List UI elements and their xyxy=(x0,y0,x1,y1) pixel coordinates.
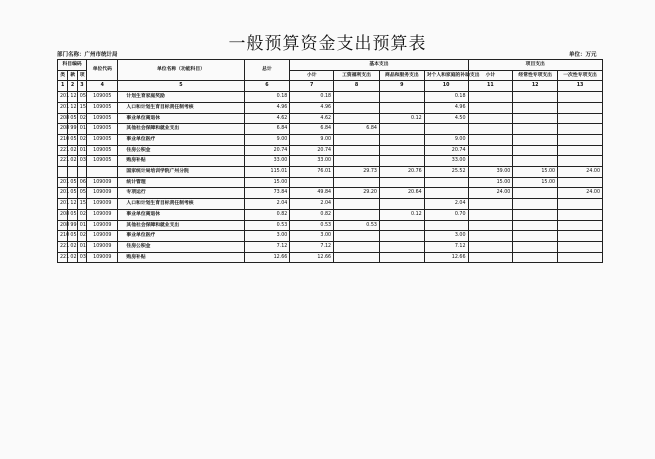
cell-goods xyxy=(379,145,424,156)
cell-recurring-special xyxy=(513,92,558,103)
cell-xiang: 05 xyxy=(77,188,86,199)
cell-total: 33.00 xyxy=(244,156,290,167)
cell-family-subsidy: 4.50 xyxy=(424,113,468,124)
cell-lei: 208 xyxy=(58,209,68,220)
table-row xyxy=(58,199,603,210)
cell-lei xyxy=(58,167,68,178)
header-family-subsidy: 对个人和家庭的补助支出 xyxy=(424,70,468,81)
cell-family-subsidy: 0.70 xyxy=(424,209,468,220)
cell-unit-code: 109009 xyxy=(87,241,118,252)
table-row xyxy=(58,156,603,167)
col-number: 12 xyxy=(513,81,558,92)
cell-wages xyxy=(334,134,380,145)
cell-basic-subtotal: 4.62 xyxy=(290,113,334,124)
cell-unit-code: 109005 xyxy=(87,156,118,167)
header-subject-code: 科目编码 xyxy=(58,60,87,71)
cell-basic-subtotal: 33.00 xyxy=(290,156,334,167)
cell-project-subtotal xyxy=(468,252,513,263)
cell-onetime-special xyxy=(558,134,603,145)
cell-unit-name: 国家统计局培训学院广州分院 xyxy=(118,167,244,178)
cell-recurring-special xyxy=(513,145,558,156)
cell-basic-subtotal: 4.96 xyxy=(290,102,334,113)
cell-kuan: 05 xyxy=(68,113,77,124)
cell-unit-name: 其他社会保障和就业支出 xyxy=(118,124,244,135)
cell-lei: 210 xyxy=(58,231,68,242)
department-label: 部门名称：广州市统计局 xyxy=(57,52,118,58)
cell-family-subsidy: 9.00 xyxy=(424,134,468,145)
cell-basic-subtotal: 2.04 xyxy=(290,199,334,210)
col-number: 10 xyxy=(424,81,468,92)
cell-recurring-special: 15.00 xyxy=(513,177,558,188)
cell-total: 20.74 xyxy=(244,145,290,156)
cell-recurring-special xyxy=(513,113,558,124)
cell-goods xyxy=(379,134,424,145)
cell-unit-name: 事业单位离退休 xyxy=(118,209,244,220)
table-row xyxy=(58,92,603,103)
cell-onetime-special xyxy=(558,231,603,242)
cell-goods xyxy=(379,102,424,113)
cell-wages: 0.53 xyxy=(334,220,380,231)
cell-recurring-special xyxy=(513,188,558,199)
cell-unit-code: 109009 xyxy=(87,252,118,263)
cell-project-subtotal xyxy=(468,199,513,210)
table-row xyxy=(58,124,603,135)
table-row xyxy=(58,177,603,188)
cell-goods xyxy=(379,252,424,263)
cell-family-subsidy: 20.74 xyxy=(424,145,468,156)
cell-wages xyxy=(334,209,380,220)
cell-project-subtotal xyxy=(468,102,513,113)
cell-recurring-special xyxy=(513,102,558,113)
cell-goods xyxy=(379,231,424,242)
table-row xyxy=(58,134,603,145)
cell-family-subsidy: 33.00 xyxy=(424,156,468,167)
cell-project-subtotal xyxy=(468,220,513,231)
cell-xiang: 03 xyxy=(77,252,86,263)
cell-family-subsidy: 4.96 xyxy=(424,102,468,113)
header-recurring-special: 经常性专项支出 xyxy=(513,70,558,81)
cell-wages xyxy=(334,252,380,263)
cell-lei: 201 xyxy=(58,177,68,188)
table-body xyxy=(58,92,603,263)
col-number: 7 xyxy=(290,81,334,92)
table-row xyxy=(58,209,603,220)
table-row xyxy=(58,188,603,199)
cell-kuan: 12 xyxy=(68,92,77,103)
cell-xiang: 02 xyxy=(77,209,86,220)
header-unit-name: 单位名称（功能科目） xyxy=(118,60,244,81)
cell-basic-subtotal: 6.84 xyxy=(290,124,334,135)
cell-xiang: 02 xyxy=(77,113,86,124)
cell-wages xyxy=(334,113,380,124)
cell-total: 115.01 xyxy=(244,167,290,178)
table-row xyxy=(58,145,603,156)
cell-recurring-special xyxy=(513,220,558,231)
cell-kuan: 02 xyxy=(68,241,77,252)
header-lei: 类 xyxy=(58,70,68,81)
col-number: 2 xyxy=(68,81,77,92)
cell-project-subtotal: 24.00 xyxy=(468,188,513,199)
cell-basic-subtotal: 3.00 xyxy=(290,231,334,242)
cell-basic-subtotal: 76.01 xyxy=(290,167,334,178)
cell-recurring-special xyxy=(513,252,558,263)
cell-total: 15.00 xyxy=(244,177,290,188)
cell-lei: 201 xyxy=(58,102,68,113)
cell-recurring-special xyxy=(513,134,558,145)
col-number: 1 xyxy=(58,81,68,92)
cell-total: 0.53 xyxy=(244,220,290,231)
cell-lei: 201 xyxy=(58,188,68,199)
header-basic-subtotal: 小计 xyxy=(290,70,334,81)
cell-onetime-special xyxy=(558,124,603,135)
cell-unit-code: 109009 xyxy=(87,231,118,242)
cell-lei: 221 xyxy=(58,241,68,252)
cell-project-subtotal xyxy=(468,156,513,167)
cell-xiang: 01 xyxy=(77,145,86,156)
cell-goods xyxy=(379,177,424,188)
cell-onetime-special xyxy=(558,252,603,263)
table-row xyxy=(58,167,603,178)
cell-goods: 0.12 xyxy=(379,113,424,124)
cell-goods: 20.64 xyxy=(379,188,424,199)
cell-unit-code: 109005 xyxy=(87,92,118,103)
cell-xiang: 01 xyxy=(77,220,86,231)
cell-total: 4.96 xyxy=(244,102,290,113)
cell-goods xyxy=(379,156,424,167)
cell-project-subtotal xyxy=(468,113,513,124)
cell-total: 0.82 xyxy=(244,209,290,220)
page-title: 一般预算资金支出预算表 xyxy=(228,34,427,54)
cell-unit-name: 事业单位离退休 xyxy=(118,113,244,124)
cell-total: 3.00 xyxy=(244,231,290,242)
cell-basic-subtotal xyxy=(290,177,334,188)
cell-xiang: 15 xyxy=(77,199,86,210)
cell-unit-name: 人口和计划生育目标责任制考核 xyxy=(118,102,244,113)
cell-basic-subtotal: 49.84 xyxy=(290,188,334,199)
cell-kuan xyxy=(68,167,77,178)
cell-onetime-special xyxy=(558,145,603,156)
cell-family-subsidy xyxy=(424,220,468,231)
cell-family-subsidy xyxy=(424,188,468,199)
cell-lei: 221 xyxy=(58,252,68,263)
cell-recurring-special xyxy=(513,231,558,242)
cell-basic-subtotal: 12.66 xyxy=(290,252,334,263)
cell-family-subsidy xyxy=(424,177,468,188)
cell-onetime-special xyxy=(558,102,603,113)
cell-kuan: 05 xyxy=(68,209,77,220)
cell-kuan: 12 xyxy=(68,102,77,113)
cell-recurring-special xyxy=(513,209,558,220)
cell-xiang: 01 xyxy=(77,241,86,252)
cell-basic-subtotal: 9.00 xyxy=(290,134,334,145)
cell-unit-code: 109009 xyxy=(87,177,118,188)
cell-onetime-special xyxy=(558,220,603,231)
cell-onetime-special xyxy=(558,113,603,124)
header-kuan: 款 xyxy=(68,70,77,81)
cell-goods xyxy=(379,124,424,135)
cell-xiang: 02 xyxy=(77,231,86,242)
header-unit-code: 单位代码 xyxy=(87,60,118,81)
cell-project-subtotal xyxy=(468,92,513,103)
cell-onetime-special xyxy=(558,241,603,252)
cell-kuan: 99 xyxy=(68,220,77,231)
cell-unit-name: 计划生育家庭奖励 xyxy=(118,92,244,103)
header-goods: 商品和服务支出 xyxy=(379,70,424,81)
cell-unit-code: 109005 xyxy=(87,124,118,135)
cell-basic-subtotal: 0.82 xyxy=(290,209,334,220)
cell-kuan: 05 xyxy=(68,231,77,242)
table-row xyxy=(58,252,603,263)
col-number: 13 xyxy=(558,81,603,92)
cell-xiang: 03 xyxy=(77,156,86,167)
cell-lei: 201 xyxy=(58,92,68,103)
cell-lei: 210 xyxy=(58,134,68,145)
cell-goods: 20.76 xyxy=(379,167,424,178)
cell-project-subtotal xyxy=(468,209,513,220)
cell-basic-subtotal: 0.53 xyxy=(290,220,334,231)
cell-kuan: 02 xyxy=(68,252,77,263)
header-basic-expense: 基本支出 xyxy=(290,60,468,71)
cell-unit-code: 109005 xyxy=(87,145,118,156)
cell-total: 7.12 xyxy=(244,241,290,252)
col-number: 11 xyxy=(468,81,513,92)
cell-xiang xyxy=(77,167,86,178)
cell-recurring-special xyxy=(513,199,558,210)
cell-lei: 201 xyxy=(58,199,68,210)
cell-family-subsidy: 7.12 xyxy=(424,241,468,252)
header-total: 总计 xyxy=(244,60,290,81)
cell-basic-subtotal: 20.74 xyxy=(290,145,334,156)
cell-unit-code: 109009 xyxy=(87,199,118,210)
cell-total: 73.84 xyxy=(244,188,290,199)
cell-goods xyxy=(379,199,424,210)
cell-xiang: 01 xyxy=(77,124,86,135)
cell-onetime-special xyxy=(558,177,603,188)
col-number: 3 xyxy=(77,81,86,92)
cell-kuan: 05 xyxy=(68,134,77,145)
header-wages: 工资福利支出 xyxy=(334,70,380,81)
cell-project-subtotal xyxy=(468,231,513,242)
cell-total: 0.18 xyxy=(244,92,290,103)
header-project-expense: 项目支出 xyxy=(468,60,603,71)
cell-project-subtotal xyxy=(468,241,513,252)
col-number: 6 xyxy=(244,81,290,92)
cell-family-subsidy: 25.52 xyxy=(424,167,468,178)
table-row xyxy=(58,241,603,252)
table-header xyxy=(58,60,603,92)
cell-basic-subtotal: 7.12 xyxy=(290,241,334,252)
cell-basic-subtotal: 0.18 xyxy=(290,92,334,103)
cell-lei: 221 xyxy=(58,145,68,156)
cell-recurring-special: 15.00 xyxy=(513,167,558,178)
cell-lei: 208 xyxy=(58,220,68,231)
cell-onetime-special xyxy=(558,199,603,210)
cell-unit-code: 109009 xyxy=(87,220,118,231)
cell-onetime-special: 24.00 xyxy=(558,167,603,178)
cell-wages: 29.73 xyxy=(334,167,380,178)
cell-unit-name: 事业单位医疗 xyxy=(118,134,244,145)
table-row xyxy=(58,231,603,242)
cell-project-subtotal xyxy=(468,134,513,145)
cell-xiang: 02 xyxy=(77,134,86,145)
cell-family-subsidy: 0.18 xyxy=(424,92,468,103)
cell-onetime-special xyxy=(558,92,603,103)
cell-total: 6.84 xyxy=(244,124,290,135)
cell-unit-code: 109005 xyxy=(87,134,118,145)
cell-unit-name: 住房公积金 xyxy=(118,145,244,156)
cell-wages xyxy=(334,92,380,103)
col-number: 9 xyxy=(379,81,424,92)
cell-project-subtotal: 15.00 xyxy=(468,177,513,188)
cell-family-subsidy: 2.04 xyxy=(424,199,468,210)
table-row xyxy=(58,113,603,124)
cell-total: 4.62 xyxy=(244,113,290,124)
cell-unit-name: 人口和计划生育目标责任制考核 xyxy=(118,199,244,210)
cell-xiang: 15 xyxy=(77,102,86,113)
cell-wages xyxy=(334,199,380,210)
cell-xiang: 05 xyxy=(77,92,86,103)
col-number: 5 xyxy=(118,81,244,92)
col-number: 8 xyxy=(334,81,380,92)
cell-kuan: 02 xyxy=(68,145,77,156)
col-number: 4 xyxy=(87,81,118,92)
cell-onetime-special xyxy=(558,156,603,167)
cell-wages xyxy=(334,102,380,113)
column-number-row xyxy=(58,81,603,92)
cell-family-subsidy xyxy=(424,124,468,135)
cell-lei: 208 xyxy=(58,113,68,124)
cell-unit-name: 专项运行 xyxy=(118,188,244,199)
budget-table xyxy=(57,59,603,263)
cell-wages xyxy=(334,231,380,242)
cell-total: 12.66 xyxy=(244,252,290,263)
cell-unit-code: 109009 xyxy=(87,209,118,220)
cell-xiang: 06 xyxy=(77,177,86,188)
cell-unit-name: 住房公积金 xyxy=(118,241,244,252)
cell-wages: 6.84 xyxy=(334,124,380,135)
cell-lei: 221 xyxy=(58,156,68,167)
cell-unit-code: 109009 xyxy=(87,188,118,199)
unit-label: 单位：万元 xyxy=(569,52,597,58)
cell-goods xyxy=(379,241,424,252)
table-row xyxy=(58,102,603,113)
cell-wages xyxy=(334,241,380,252)
cell-unit-code xyxy=(87,167,118,178)
cell-unit-name: 购房补贴 xyxy=(118,156,244,167)
cell-total: 9.00 xyxy=(244,134,290,145)
cell-goods xyxy=(379,220,424,231)
cell-wages: 29.20 xyxy=(334,188,380,199)
cell-recurring-special xyxy=(513,241,558,252)
cell-goods: 0.12 xyxy=(379,209,424,220)
header-project-subtotal: 小计 xyxy=(468,70,513,81)
cell-onetime-special: 24.00 xyxy=(558,188,603,199)
cell-project-subtotal xyxy=(468,124,513,135)
cell-kuan: 99 xyxy=(68,124,77,135)
cell-project-subtotal xyxy=(468,145,513,156)
cell-recurring-special xyxy=(513,124,558,135)
cell-total: 2.04 xyxy=(244,199,290,210)
cell-project-subtotal: 39.00 xyxy=(468,167,513,178)
cell-unit-name: 事业单位医疗 xyxy=(118,231,244,242)
cell-kuan: 12 xyxy=(68,199,77,210)
cell-unit-code: 109005 xyxy=(87,113,118,124)
cell-unit-code: 109005 xyxy=(87,102,118,113)
header-onetime-special: 一次性专项支出 xyxy=(558,70,603,81)
cell-family-subsidy: 12.66 xyxy=(424,252,468,263)
cell-kuan: 05 xyxy=(68,177,77,188)
cell-wages xyxy=(334,177,380,188)
cell-kuan: 02 xyxy=(68,156,77,167)
cell-wages xyxy=(334,145,380,156)
cell-goods xyxy=(379,92,424,103)
cell-wages xyxy=(334,156,380,167)
cell-unit-name: 其他社会保障和就业支出 xyxy=(118,220,244,231)
cell-unit-name: 统计管理 xyxy=(118,177,244,188)
cell-family-subsidy: 3.00 xyxy=(424,231,468,242)
cell-unit-name: 购房补贴 xyxy=(118,252,244,263)
cell-onetime-special xyxy=(558,209,603,220)
cell-recurring-special xyxy=(513,156,558,167)
cell-lei: 208 xyxy=(58,124,68,135)
cell-kuan: 05 xyxy=(68,188,77,199)
table-row xyxy=(58,220,603,231)
header-xiang: 项 xyxy=(77,70,86,81)
